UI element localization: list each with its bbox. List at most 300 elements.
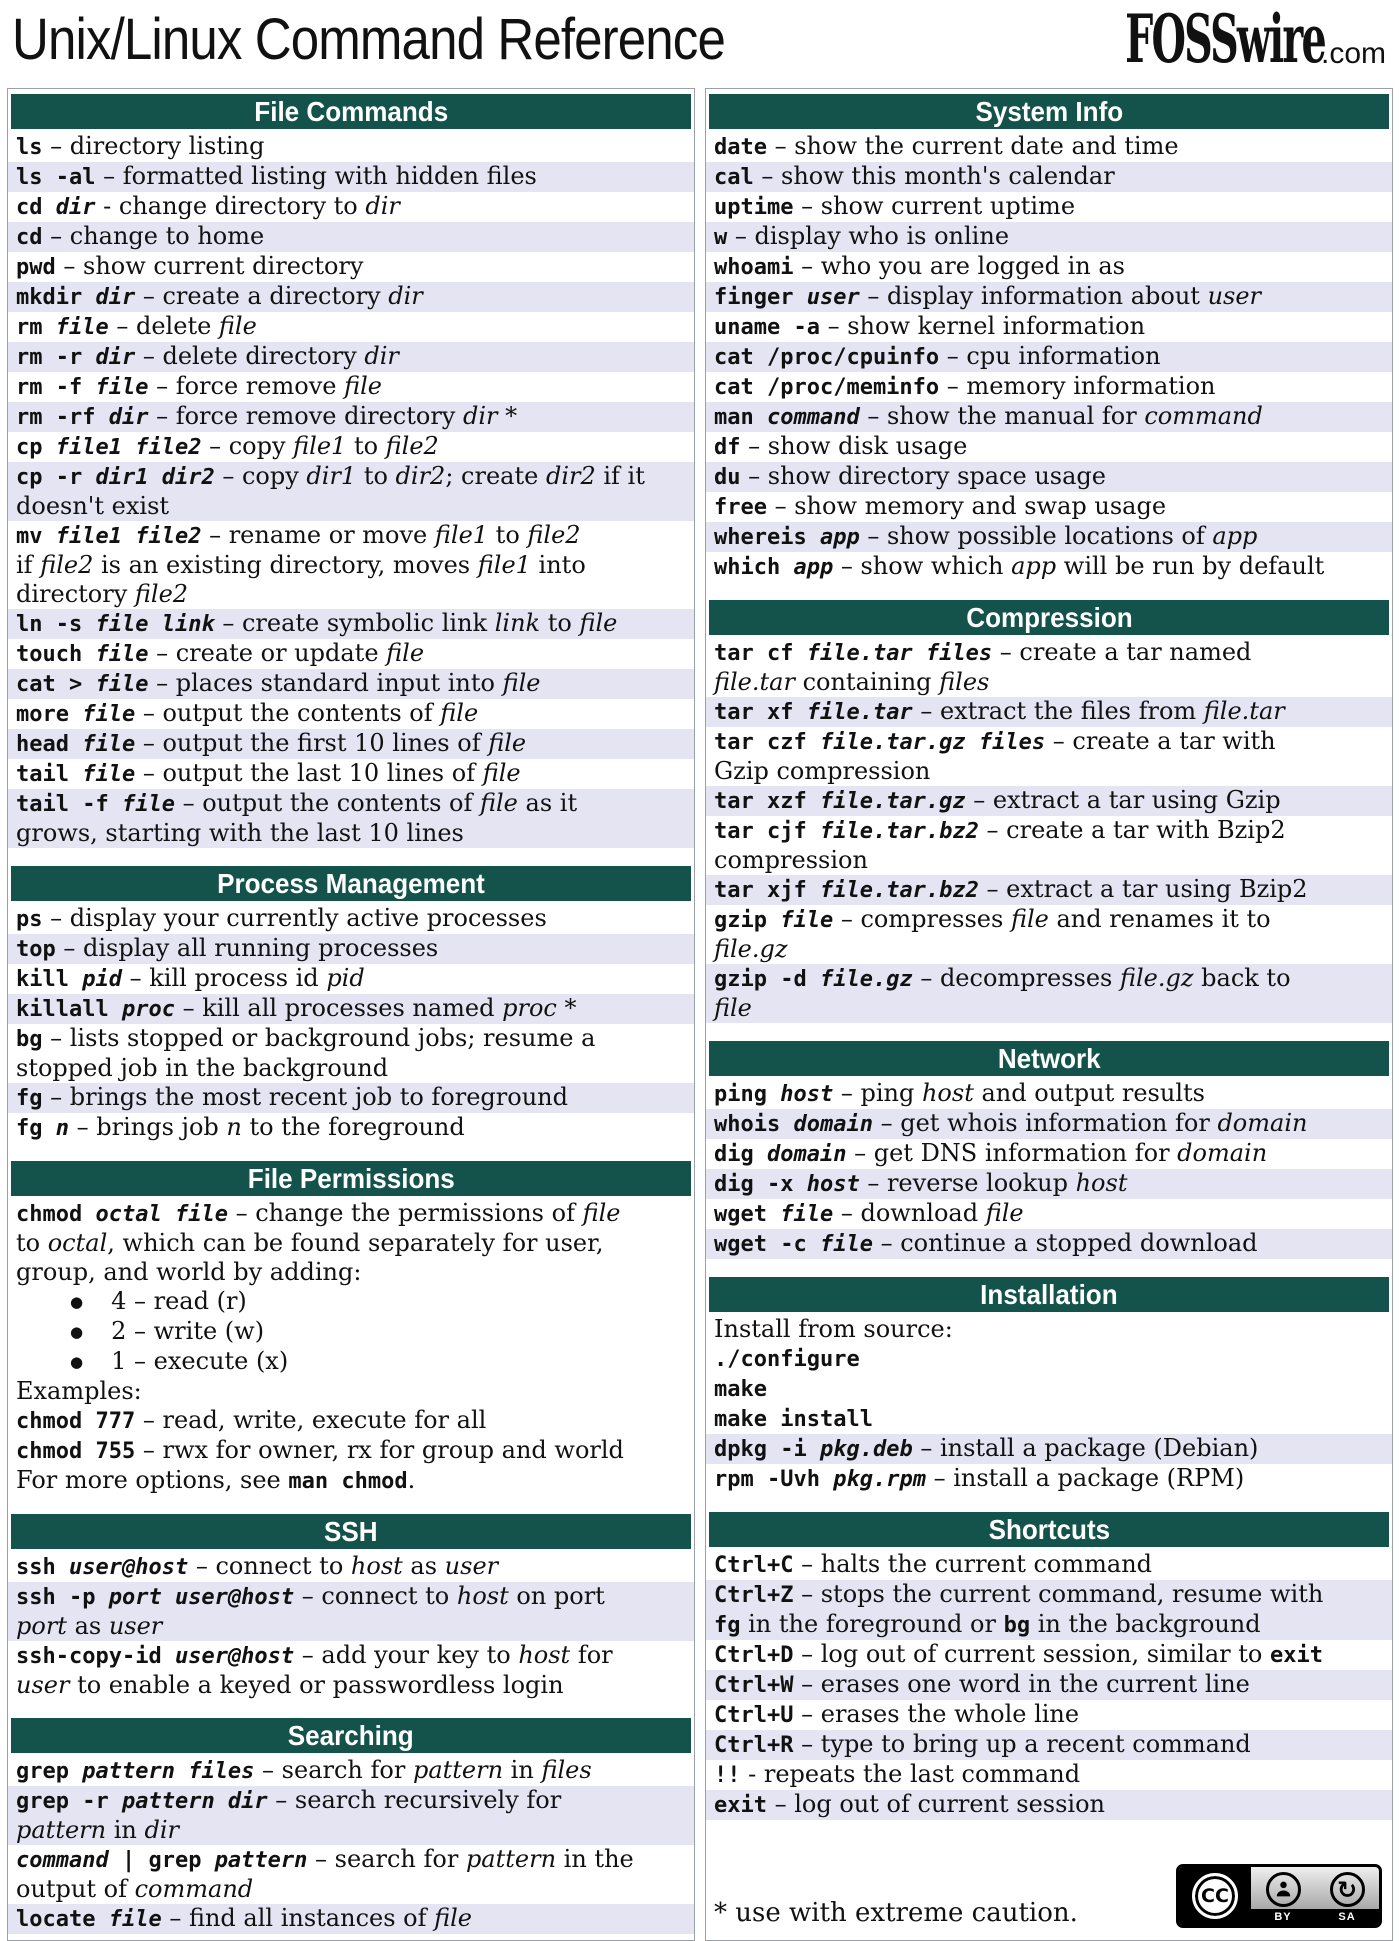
argument-text: user — [806, 285, 860, 310]
description-text: – type to bring up a recent command — [793, 1730, 1251, 1758]
argument-text: file1 file2 — [55, 435, 202, 460]
description-text: - change directory to — [95, 192, 366, 220]
description-text: – connect to — [188, 1552, 351, 1580]
command-text: chmod — [16, 1202, 96, 1227]
description-text: output of — [16, 1875, 135, 1903]
description-text: . — [407, 1466, 416, 1494]
description-text: – install a package (RPM) — [925, 1464, 1245, 1492]
description-text: – get whois information for — [872, 1109, 1218, 1137]
command-text: cp -r — [16, 465, 96, 490]
description-text: host — [518, 1641, 571, 1669]
command-row — [8, 699, 694, 729]
command-text: more — [16, 702, 83, 727]
description-text: – erases one word in the current line — [793, 1670, 1250, 1698]
description-text: – display who is online — [727, 222, 1010, 250]
command-row — [8, 609, 694, 639]
command-text: cd — [16, 195, 56, 220]
command-row — [8, 342, 694, 372]
description-text: file — [386, 639, 425, 667]
description-text: – create symbolic link — [214, 609, 495, 637]
description-text: dir — [364, 342, 399, 370]
section-rows — [706, 1550, 1392, 1820]
command-text: cd — [16, 225, 43, 250]
command-text: cat /proc/meminfo — [714, 375, 940, 400]
cc-icon: CC — [1192, 1873, 1238, 1919]
description-text: – show which — [833, 552, 1012, 580]
description-text: in the — [556, 1845, 634, 1873]
argument-text: dir1 dir2 — [95, 465, 215, 490]
command-row — [8, 789, 694, 848]
command-row — [8, 934, 694, 964]
section-header-ssh — [11, 1514, 691, 1549]
command-text: tail -f — [16, 792, 122, 817]
description-text: – change to home — [42, 222, 265, 250]
argument-text: dir — [108, 405, 149, 430]
description-text: to — [540, 609, 580, 637]
argument-text: file — [780, 908, 834, 933]
command-text: rm — [16, 315, 56, 340]
command-text: whois — [714, 1112, 794, 1137]
description-text: – force remove — [148, 372, 345, 400]
command-text: locate — [16, 1907, 109, 1932]
description-text: back to — [1193, 964, 1291, 992]
command-text: tar xzf — [714, 789, 820, 814]
description-text: file.tar — [1203, 697, 1285, 725]
argument-text: file — [82, 702, 136, 727]
section-rows — [706, 638, 1392, 1023]
description-text: – delete directory — [135, 342, 365, 370]
command-row — [8, 639, 694, 669]
section-header-installation — [709, 1277, 1389, 1312]
description-text: file — [434, 1904, 473, 1932]
description-text: files — [939, 668, 990, 696]
description-text: and renames it to — [1048, 905, 1271, 933]
description-text: pattern — [16, 1816, 107, 1844]
command-text: grep -r — [16, 1789, 122, 1814]
command-row — [706, 1404, 1392, 1434]
argument-text: file.gz — [819, 967, 913, 992]
section-header-compression — [709, 600, 1389, 635]
description-text: to — [356, 462, 396, 490]
argument-text: proc — [121, 997, 175, 1022]
command-row — [8, 1377, 694, 1406]
description-text: dir — [463, 402, 498, 430]
description-text: – output the last 10 lines of — [135, 759, 483, 787]
command-row — [706, 522, 1392, 552]
description-text: file2 — [527, 521, 581, 549]
section-rows — [706, 1315, 1392, 1494]
section-title: File Commands — [254, 95, 448, 127]
description-text: in the foreground or — [740, 1610, 1004, 1638]
argument-text: file.tar files — [806, 641, 993, 666]
description-text: command — [134, 1875, 254, 1903]
section-header-file-commands — [11, 94, 691, 129]
command-text: chmod 777 — [16, 1409, 136, 1434]
section-rows — [706, 1079, 1392, 1259]
command-text: ssh — [16, 1555, 69, 1580]
description-text: n — [226, 1113, 242, 1141]
description-text: as it — [517, 789, 578, 817]
command-text: rm -rf — [16, 405, 109, 430]
command-row — [706, 1109, 1392, 1139]
description-text: – places standard input into — [148, 669, 503, 697]
command-text: man chmod — [288, 1469, 408, 1494]
description-text: – download — [833, 1199, 986, 1227]
command-text: fg — [16, 1086, 43, 1111]
description-text: file.gz — [714, 935, 788, 963]
command-row — [706, 432, 1392, 462]
description-text: – connect to — [294, 1582, 457, 1610]
section-title: Searching — [288, 1719, 414, 1751]
fosswire-logo-suffix: .com — [1320, 37, 1386, 70]
command-row — [706, 462, 1392, 492]
description-text: as — [66, 1612, 109, 1640]
command-text: cat > — [16, 672, 96, 697]
cc-license-badge — [1176, 1864, 1382, 1928]
description-text: – who you are logged in as — [793, 252, 1125, 280]
description-text: to the foreground — [241, 1113, 465, 1141]
attribution-person-icon — [1266, 1872, 1301, 1907]
command-text: dig — [714, 1142, 767, 1167]
description-text: user — [444, 1552, 499, 1580]
argument-text: file1 file2 — [55, 524, 202, 549]
command-row — [706, 727, 1392, 786]
description-text: – add your key to — [294, 1641, 519, 1669]
argument-text: dir — [95, 345, 136, 370]
description-text: if it — [595, 462, 645, 490]
description-text: – log out of current session, similar to — [793, 1640, 1271, 1668]
command-row — [8, 372, 694, 402]
command-row — [8, 1786, 694, 1845]
description-text: ; create — [445, 462, 546, 490]
section-header-file-permissions — [11, 1161, 691, 1196]
argument-text: file.tar — [806, 700, 913, 725]
description-text: app — [1011, 552, 1057, 580]
description-text: file — [714, 994, 752, 1022]
command-text: exit — [714, 1793, 767, 1818]
description-text: doesn't exist — [16, 492, 170, 520]
description-text: – create a tar named — [992, 638, 1252, 666]
column-right — [705, 88, 1393, 1941]
command-row — [706, 1344, 1392, 1374]
command-row — [706, 162, 1392, 192]
command-text: finger — [714, 285, 807, 310]
argument-text: user@host — [174, 1644, 295, 1669]
description-text: command — [1144, 402, 1263, 430]
argument-text: file — [82, 732, 136, 757]
description-text: – lists stopped or background jobs; resume a — [42, 1024, 596, 1052]
description-text: file — [480, 789, 518, 817]
description-text: – compresses — [833, 905, 1011, 933]
command-text: du — [714, 465, 741, 490]
argument-text: file — [55, 315, 109, 340]
description-text: file1 — [477, 551, 531, 579]
command-row — [8, 1466, 694, 1496]
description-text: , which can be found separately for user, — [107, 1229, 604, 1257]
description-text: – find all instances of — [161, 1904, 435, 1932]
description-text: dir — [144, 1816, 179, 1844]
description-text: into — [530, 551, 586, 579]
command-text: bg — [16, 1027, 43, 1052]
description-text: file — [985, 1199, 1024, 1227]
command-row — [8, 1641, 694, 1700]
command-text: ssh -p — [16, 1585, 109, 1610]
description-text: – show this month's calendar — [753, 162, 1115, 190]
description-text: in the background — [1030, 1610, 1261, 1638]
command-text: | grep — [108, 1848, 215, 1873]
description-text: – create a tar with — [1045, 727, 1276, 755]
section-title: Shortcuts — [988, 1513, 1110, 1545]
command-text: ls — [16, 135, 43, 160]
command-row — [706, 1169, 1392, 1199]
description-text: – extract the files from — [912, 697, 1204, 725]
argument-text: file — [95, 642, 149, 667]
command-text: head — [16, 732, 83, 757]
description-text: pattern — [412, 1756, 504, 1784]
section-title: Process Management — [217, 867, 485, 899]
command-row — [706, 1199, 1392, 1229]
description-text: host — [921, 1079, 974, 1107]
description-text: – display all running processes — [55, 934, 439, 962]
command-row — [8, 252, 694, 282]
command-row — [8, 1199, 694, 1287]
description-text: file1 — [434, 521, 489, 549]
column-left — [7, 88, 695, 1941]
argument-text: file — [121, 792, 175, 817]
argument-text: file — [82, 762, 136, 787]
argument-text: pkg.deb — [819, 1437, 913, 1462]
command-text: which — [714, 555, 794, 580]
cc-strip — [1251, 1909, 1379, 1925]
fosswire-logo — [992, 2, 1386, 76]
description-text: – install a package (Debian) — [912, 1434, 1259, 1462]
command-row — [706, 1760, 1392, 1790]
command-row — [706, 1700, 1392, 1730]
command-text: uname -a — [714, 315, 820, 340]
command-text: cp — [16, 435, 56, 460]
command-row — [706, 1790, 1392, 1820]
description-text: – copy — [201, 432, 294, 460]
command-text: dpkg -i — [714, 1437, 820, 1462]
section-title: Network — [997, 1042, 1101, 1074]
command-row — [706, 1434, 1392, 1464]
description-text: is an existing directory, moves — [93, 551, 478, 579]
command-text: whereis — [714, 525, 820, 550]
command-row — [706, 222, 1392, 252]
section-title: Compression — [965, 601, 1133, 633]
command-row — [706, 875, 1392, 905]
description-text: app — [1212, 522, 1258, 550]
description-text: – create or update — [148, 639, 387, 667]
description-text: dir2 — [395, 462, 446, 490]
command-text: uptime — [714, 195, 794, 220]
command-text: wget -c — [714, 1232, 820, 1257]
description-text: file.gz — [1119, 964, 1194, 992]
argument-text: host — [780, 1082, 834, 1107]
command-text: touch — [16, 642, 96, 667]
cc-by-label: BY — [1274, 1911, 1292, 1923]
argument-text: file.tar.bz2 — [819, 819, 979, 844]
command-row — [8, 1904, 694, 1934]
description-text: file — [482, 759, 521, 787]
argument-text: host — [806, 1172, 860, 1197]
description-text: * — [556, 994, 577, 1022]
cc-logo-panel — [1179, 1867, 1251, 1925]
description-text: to enable a keyed or passwordless login — [69, 1671, 564, 1699]
description-text: – formatted listing with hidden files — [95, 162, 537, 190]
command-row — [706, 697, 1392, 727]
argument-text: pid — [82, 967, 122, 992]
description-text: – show current directory — [55, 252, 364, 280]
command-text: tar xjf — [714, 878, 820, 903]
description-text: – display your currently active processes — [42, 904, 547, 932]
description-text: – ping — [833, 1079, 922, 1107]
command-row — [706, 402, 1392, 432]
command-row — [706, 1670, 1392, 1700]
command-text: grep — [16, 1759, 83, 1784]
description-text: file — [579, 609, 618, 637]
description-text: – output the contents of — [174, 789, 480, 817]
command-row — [8, 1436, 694, 1466]
argument-text: app — [819, 525, 860, 550]
caution-footnote: * use with extreme caution. — [714, 1898, 1078, 1928]
description-text: stopped job in the background — [16, 1054, 389, 1082]
page-title: Unix/Linux Command Reference — [12, 7, 725, 72]
description-text: – show the current date and time — [766, 132, 1179, 160]
command-row — [706, 1640, 1392, 1670]
command-row — [8, 1582, 694, 1641]
description-text: for — [570, 1641, 613, 1669]
description-text: on port — [508, 1582, 605, 1610]
command-text: tar cjf — [714, 819, 820, 844]
description-text: – create a tar with Bzip2 — [978, 816, 1286, 844]
description-text: – get DNS information for — [846, 1139, 1178, 1167]
command-row — [706, 1079, 1392, 1109]
description-text: in — [106, 1816, 145, 1844]
command-text: ping — [714, 1082, 781, 1107]
command-row — [8, 994, 694, 1024]
command-row — [8, 964, 694, 994]
section-header-process-management — [11, 866, 691, 901]
description-text: port — [16, 1612, 67, 1640]
argument-text: n — [55, 1116, 69, 1141]
argument-text: command — [766, 405, 860, 430]
description-text: grows, starting with the last 10 lines — [16, 819, 464, 847]
command-text: !! — [714, 1763, 741, 1788]
command-row — [8, 192, 694, 222]
description-text: – show the manual for — [859, 402, 1145, 430]
command-text: tar cf — [714, 641, 807, 666]
command-text: kill — [16, 967, 83, 992]
description-text: – search for — [307, 1845, 466, 1873]
description-text: – create a directory — [135, 282, 389, 310]
command-text: man — [714, 405, 767, 430]
description-text: – kill all processes named — [174, 994, 503, 1022]
command-row — [8, 282, 694, 312]
section-title: File Permissions — [247, 1162, 455, 1194]
command-text: tar xf — [714, 700, 807, 725]
description-text: file — [440, 699, 479, 727]
command-text: Ctrl+Z — [714, 1583, 794, 1608]
description-text: – memory information — [939, 372, 1216, 400]
command-row — [706, 964, 1392, 1023]
description-text: Install from source: — [714, 1315, 953, 1343]
description-text: file — [344, 372, 382, 400]
argument-text: file link — [95, 612, 215, 637]
argument-text: file — [95, 672, 149, 697]
argument-text: dir — [95, 285, 136, 310]
command-text: rm -r — [16, 345, 96, 370]
description-text: dir1 — [306, 462, 357, 490]
command-text: Ctrl+C — [714, 1553, 794, 1578]
command-row — [706, 1550, 1392, 1580]
command-row — [8, 1552, 694, 1582]
command-text: Ctrl+R — [714, 1733, 794, 1758]
section-header-searching — [11, 1718, 691, 1753]
description-text: files — [541, 1756, 592, 1784]
argument-text: port user@host — [108, 1585, 295, 1610]
description-text: dir2 — [545, 462, 596, 490]
command-text: mkdir — [16, 285, 96, 310]
command-text: tail — [16, 762, 83, 787]
section-rows — [8, 1199, 694, 1496]
bullet-item — [8, 1317, 694, 1347]
masthead — [0, 0, 1400, 88]
argument-text: octal file — [95, 1202, 228, 1227]
command-text: chmod 755 — [16, 1439, 136, 1464]
command-row — [8, 1406, 694, 1436]
description-text: 1 – execute (x) — [111, 1347, 289, 1375]
description-text: as — [402, 1552, 445, 1580]
argument-text: command — [16, 1848, 109, 1873]
command-row — [706, 816, 1392, 875]
command-row — [8, 1756, 694, 1786]
command-text: Ctrl+U — [714, 1703, 794, 1728]
command-text: ls -al — [16, 165, 96, 190]
command-text: free — [714, 495, 767, 520]
description-text: in — [503, 1756, 542, 1784]
command-row — [8, 669, 694, 699]
command-text: wget — [714, 1202, 781, 1227]
description-text: – erases the whole line — [793, 1700, 1080, 1728]
argument-text: file — [108, 1907, 162, 1932]
command-text: Ctrl+W — [714, 1673, 794, 1698]
command-row — [8, 222, 694, 252]
description-text: – brings the most recent job to foreground — [42, 1083, 568, 1111]
description-text: – directory listing — [42, 132, 265, 160]
argument-text: file.tar.gz — [819, 789, 966, 814]
command-row — [8, 521, 694, 609]
command-row — [8, 1845, 694, 1904]
command-row — [8, 462, 694, 521]
description-text: – output the contents of — [135, 699, 441, 727]
command-row — [706, 1580, 1392, 1640]
command-text: make install — [714, 1407, 873, 1432]
description-text: user — [108, 1612, 163, 1640]
description-text: – extract a tar using Bzip2 — [978, 875, 1308, 903]
command-row — [706, 638, 1392, 697]
command-text: Ctrl+D — [714, 1643, 794, 1668]
description-text: – continue a stopped download — [872, 1229, 1258, 1257]
description-text: dir — [365, 192, 400, 220]
description-text: host — [456, 1582, 509, 1610]
bullet-item — [8, 1287, 694, 1317]
description-text: – change the permissions of — [227, 1199, 583, 1227]
command-row — [8, 1024, 694, 1083]
command-row — [8, 162, 694, 192]
share-alike-icon: ↻ — [1330, 1872, 1365, 1907]
command-text: ./configure — [714, 1347, 860, 1372]
